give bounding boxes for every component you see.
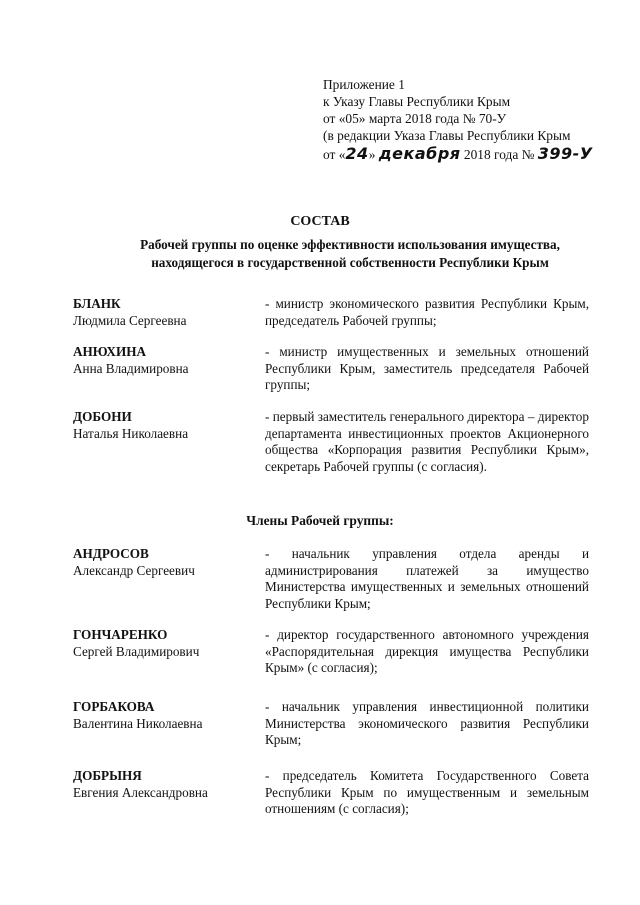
- amendment-reference: (в редакции Указа Главы Республики Крым: [323, 128, 571, 143]
- appendix-header: [323, 76, 623, 163]
- member-role: - директор государственного автономного учреждения «Распорядительная дирекция имущества Республики Крым» (с согласия);: [265, 627, 589, 675]
- decree-reference: к Указу Главы Республики Крым: [323, 94, 511, 109]
- amendment-date-line: [323, 145, 623, 163]
- member-given-name: Анна Владимировна: [73, 360, 189, 376]
- member-name: [73, 296, 253, 329]
- member-given-name: Людмила Сергеевна: [73, 312, 187, 328]
- member-surname: ГОРБАКОВА: [73, 699, 155, 714]
- appendix-number: Приложение 1: [323, 77, 405, 92]
- member-role: - министр имущественных и земельных отношений Республики Крым, заместитель председателя Рабочей группы;: [265, 344, 589, 392]
- member-surname: ДОБРЫНЯ: [73, 768, 142, 783]
- member-given-name: Валентина Николаевна: [73, 715, 203, 731]
- document-subtitle: Рабочей группы по оценке эффективности использования имущества, находящегося в государственной собственности Республики Крым: [140, 237, 560, 270]
- member-name: [73, 699, 253, 732]
- handwritten-day: 24: [345, 144, 369, 163]
- member-name: [73, 768, 253, 801]
- member-surname: АНЮХИНА: [73, 344, 146, 359]
- decree-date: от «05» марта 2018 года № 70-У: [323, 111, 507, 126]
- amendment-prefix: от «: [323, 147, 346, 162]
- member-name: [73, 344, 253, 377]
- member-role: - министр экономического развития Республики Крым, председатель Рабочей группы;: [265, 296, 589, 328]
- member-given-name: Наталья Николаевна: [73, 425, 189, 441]
- member-surname: ДОБОНИ: [73, 409, 132, 424]
- member-role: - председатель Комитета Государственного Совета Республики Крым по имущественным и земельным отношениям (с согласия);: [265, 768, 589, 816]
- document-title: СОСТАВ: [290, 214, 350, 229]
- member-surname: БЛАНК: [73, 296, 121, 311]
- member-given-name: Сергей Владимирович: [73, 643, 200, 659]
- member-name: [73, 627, 253, 660]
- amendment-year: 2018 года №: [460, 147, 538, 162]
- member-surname: ГОНЧАРЕНКО: [73, 627, 168, 642]
- members-heading: Члены Рабочей группы:: [246, 513, 394, 528]
- member-role: - начальник управления отдела аренды и администрирования платежей за имущество Министерства имущественных и земельных отношений Республики Крым;: [265, 546, 589, 611]
- amendment-mid: »: [368, 147, 379, 162]
- member-given-name: Евгения Александровна: [73, 784, 208, 800]
- member-surname: АНДРОСОВ: [73, 546, 149, 561]
- member-given-name: Александр Сергеевич: [73, 562, 195, 578]
- member-name: [73, 409, 253, 442]
- handwritten-number: 399-У: [537, 144, 593, 163]
- member-name: [73, 546, 253, 579]
- member-role: - начальник управления инвестиционной политики Министерства экономического развития Республики Крым;: [265, 699, 589, 747]
- handwritten-month: декабря: [378, 144, 461, 163]
- member-role: - первый заместитель генерального директора – директор департамента инвестиционных проектов Акционерного общества «Корпорация развития Республики Крым», секретарь Рабочей группы (с согласия).: [265, 409, 589, 474]
